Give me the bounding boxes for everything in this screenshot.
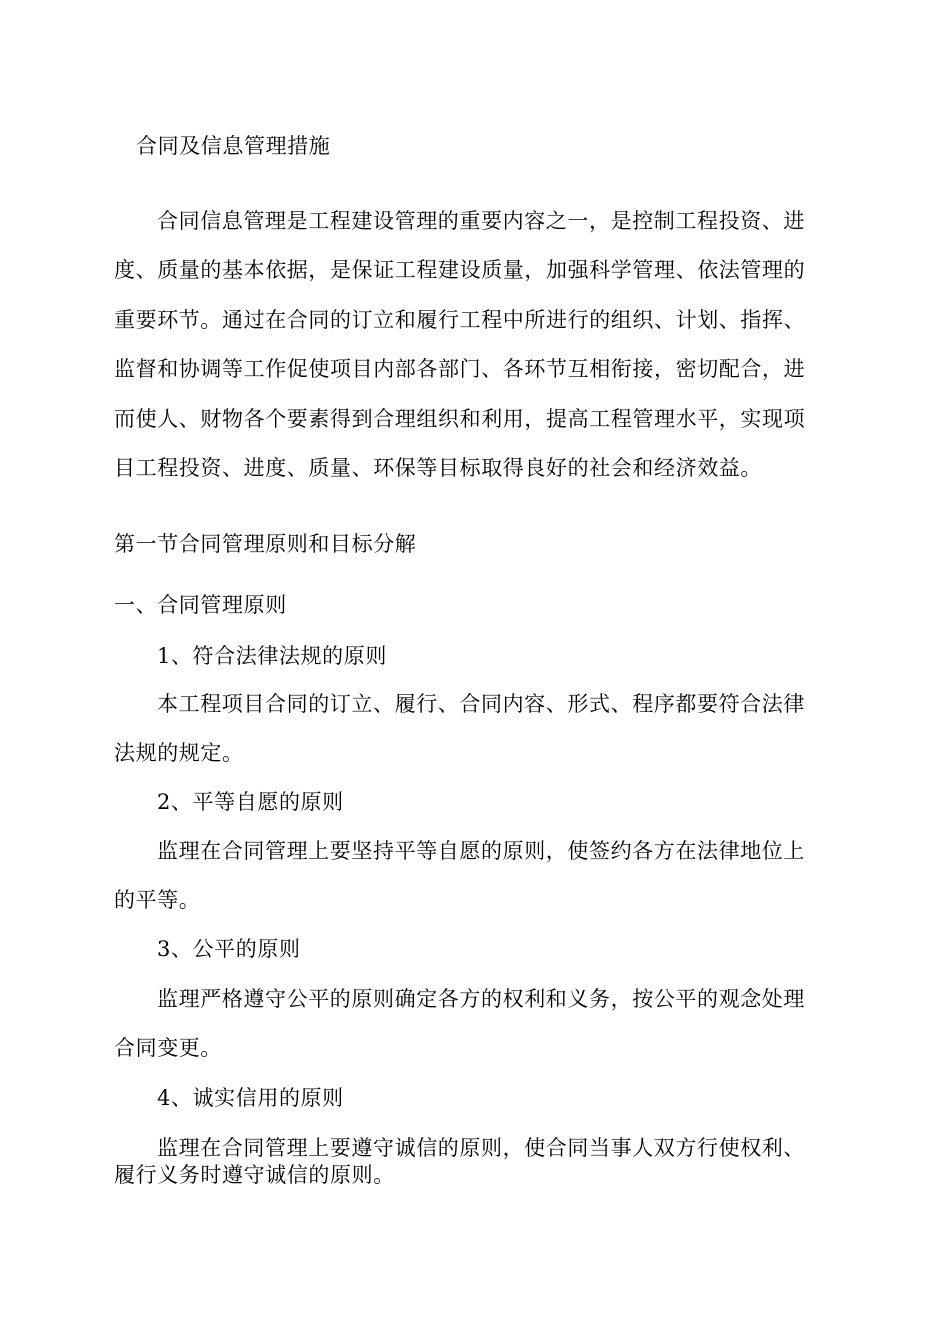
principle-3-line-2: 合同变更。 [114, 1036, 222, 1060]
principle-2-line-2: 的平等。 [114, 888, 201, 912]
section-heading: 第一节合同管理原则和目标分解 [114, 532, 417, 556]
principle-1-line-2: 法规的规定。 [114, 741, 244, 765]
principle-2-line-1: 监理在合同管理上要坚持平等自愿的原则，使签约各方在法律地位上 [157, 839, 805, 863]
intro-line-4: 监督和协调等工作促使项目内部各部门、各环节互相衔接，密切配合，进 [114, 357, 806, 381]
principle-3-line-1: 监理严格遵守公平的原则确定各方的权利和义务，按公平的观念处理 [157, 987, 805, 1011]
intro-line-3: 重要环节。通过在合同的订立和履行工程中所进行的组织、计划、指挥、 [114, 308, 806, 332]
intro-line-2: 度、质量的基本依据，是保证工程建设质量，加强科学管理、依法管理的 [114, 258, 806, 282]
principle-4-heading: 4、诚实信用的原则 [157, 1086, 344, 1110]
principle-4-line-2: 履行义务时遵守诚信的原则。 [114, 1163, 395, 1187]
principle-1-line-1: 本工程项目合同的订立、履行、合同内容、形式、程序都要符合法律 [157, 692, 805, 716]
principle-3-heading: 3、公平的原则 [157, 937, 301, 961]
document-title: 合同及信息管理措施 [136, 134, 331, 158]
principle-1-heading: 1、符合法律法规的原则 [157, 644, 387, 668]
intro-line-5: 而使人、财物各个要素得到合理组织和利用，提高工程管理水平，实现项 [114, 407, 806, 431]
principle-2-heading: 2、平等自愿的原则 [157, 790, 344, 814]
intro-line-6: 目工程投资、进度、质量、环保等目标取得良好的社会和经济效益。 [114, 456, 762, 480]
subsection-heading: 一、合同管理原则 [114, 593, 287, 617]
principle-4-line-1: 监理在合同管理上要遵守诚信的原则，使合同当事人双方行使权利、 [157, 1136, 805, 1160]
intro-line-1: 合同信息管理是工程建设管理的重要内容之一，是控制工程投资、进 [157, 209, 805, 233]
